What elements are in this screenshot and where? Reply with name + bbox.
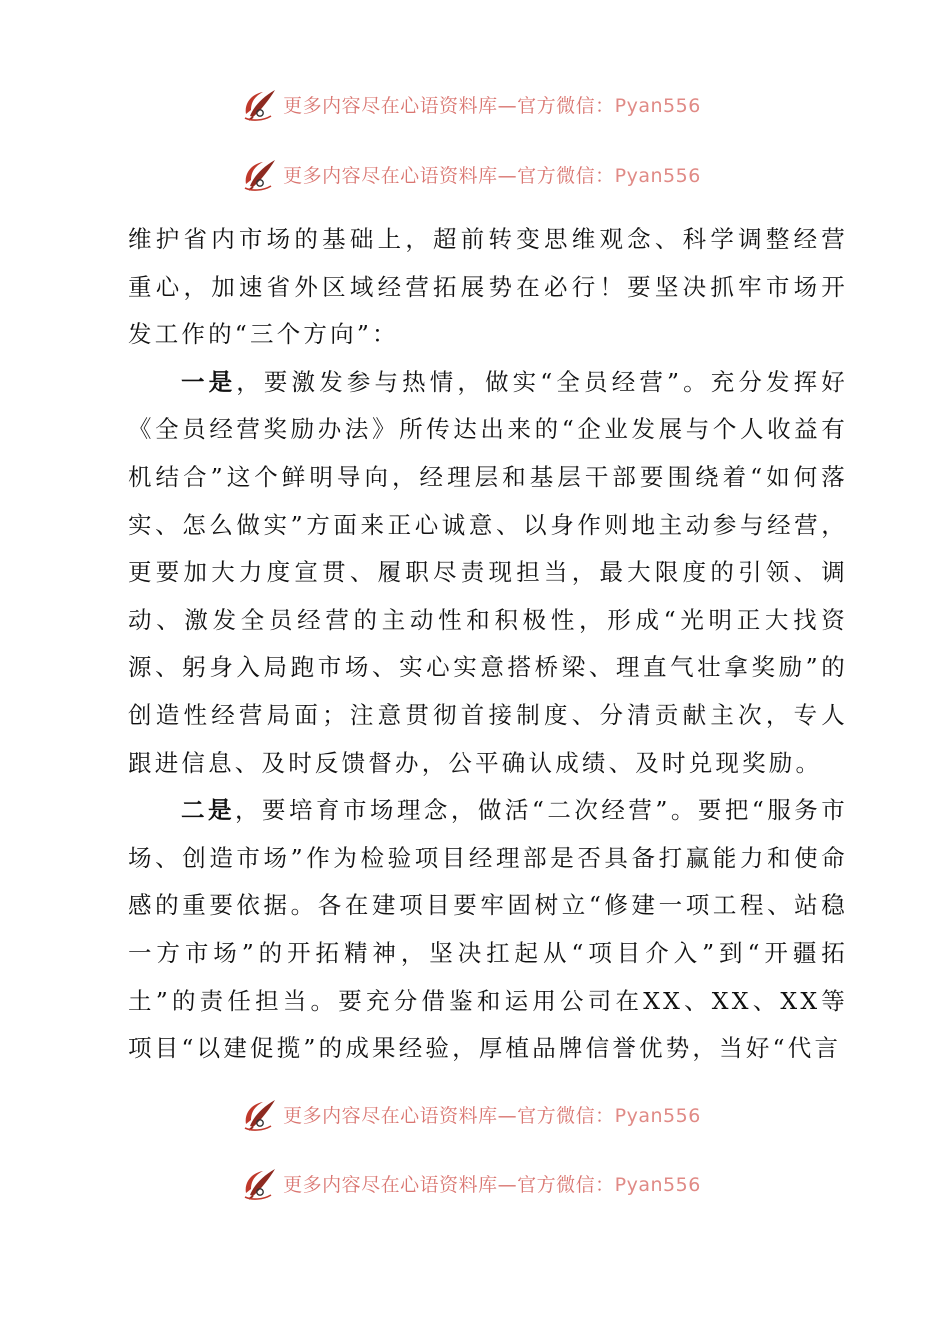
quill-pen-logo-icon bbox=[241, 1165, 279, 1201]
watermark-banner-bottom-2 bbox=[0, 1163, 950, 1203]
watermark-text: 更多内容尽在心语资料库—官方微信：Pyan556 bbox=[283, 1173, 701, 1196]
quill-pen-logo-icon bbox=[241, 86, 279, 122]
watermark-text: 更多内容尽在心语资料库—官方微信：Pyan556 bbox=[283, 1104, 701, 1127]
paragraph-lead: 二是 bbox=[181, 796, 235, 825]
paragraph-continuation: 维护省内市场的基础上，超前转变思维观念、科学调整经营重心，加速省外区域经营拓展势在必行！要坚决抓牢市场开发工作的“三个方向”： bbox=[128, 225, 848, 349]
watermark-text: 更多内容尽在心语资料库—官方微信：Pyan556 bbox=[283, 94, 701, 117]
quill-pen-logo-icon bbox=[241, 1096, 279, 1132]
quill-pen-logo-icon bbox=[241, 156, 279, 192]
paragraph-first-point: 一是，要激发参与热情，做实“全员经营”。充分发挥好《全员经营奖励办法》所传达出来的“企业发展与个人收益有机结合”这个鲜明导向，经理层和基层干部要围绕着“如何落实、怎么做实”方面来正心诚意、以身作则地主动参与经营，更要加大力度宣贯、履职尽责现担当，最大限度的引领、调动、激发全员经营的主动性和积极性，形成“光明正大找资源、躬身入局跑市场、实心实意搭桥梁、理直气壮拿奖励”的创造性经营局面；注意贯彻首接制度、分清贡献主次，专人跟进信息、及时反馈督办，公平确认成绩、及时兑现奖励。 bbox=[128, 367, 848, 777]
watermark-banner-top-2 bbox=[0, 154, 950, 194]
watermark-banner-top-1 bbox=[0, 84, 950, 124]
watermark-banner-bottom-1 bbox=[0, 1094, 950, 1134]
watermark-text: 更多内容尽在心语资料库—官方微信：Pyan556 bbox=[283, 164, 701, 187]
paragraph-second-point: 二是，要培育市场理念，做活“二次经营”。要把“服务市场、创造市场”作为检验项目经理部是否具备打赢能力和使命感的重要依据。各在建项目要牢固树立“修建一项工程、站稳一方市场”的开拓精神，坚决扛起从“项目介入”到“开疆拓土”的责任担当。要充分借鉴和运用公司在XX、XX、XX等项目“以建促揽”的成果经验，厚植品牌信誉优势，当好“代言 bbox=[128, 796, 848, 1063]
document-body bbox=[128, 216, 848, 1073]
paragraph-lead: 一是 bbox=[181, 367, 237, 396]
